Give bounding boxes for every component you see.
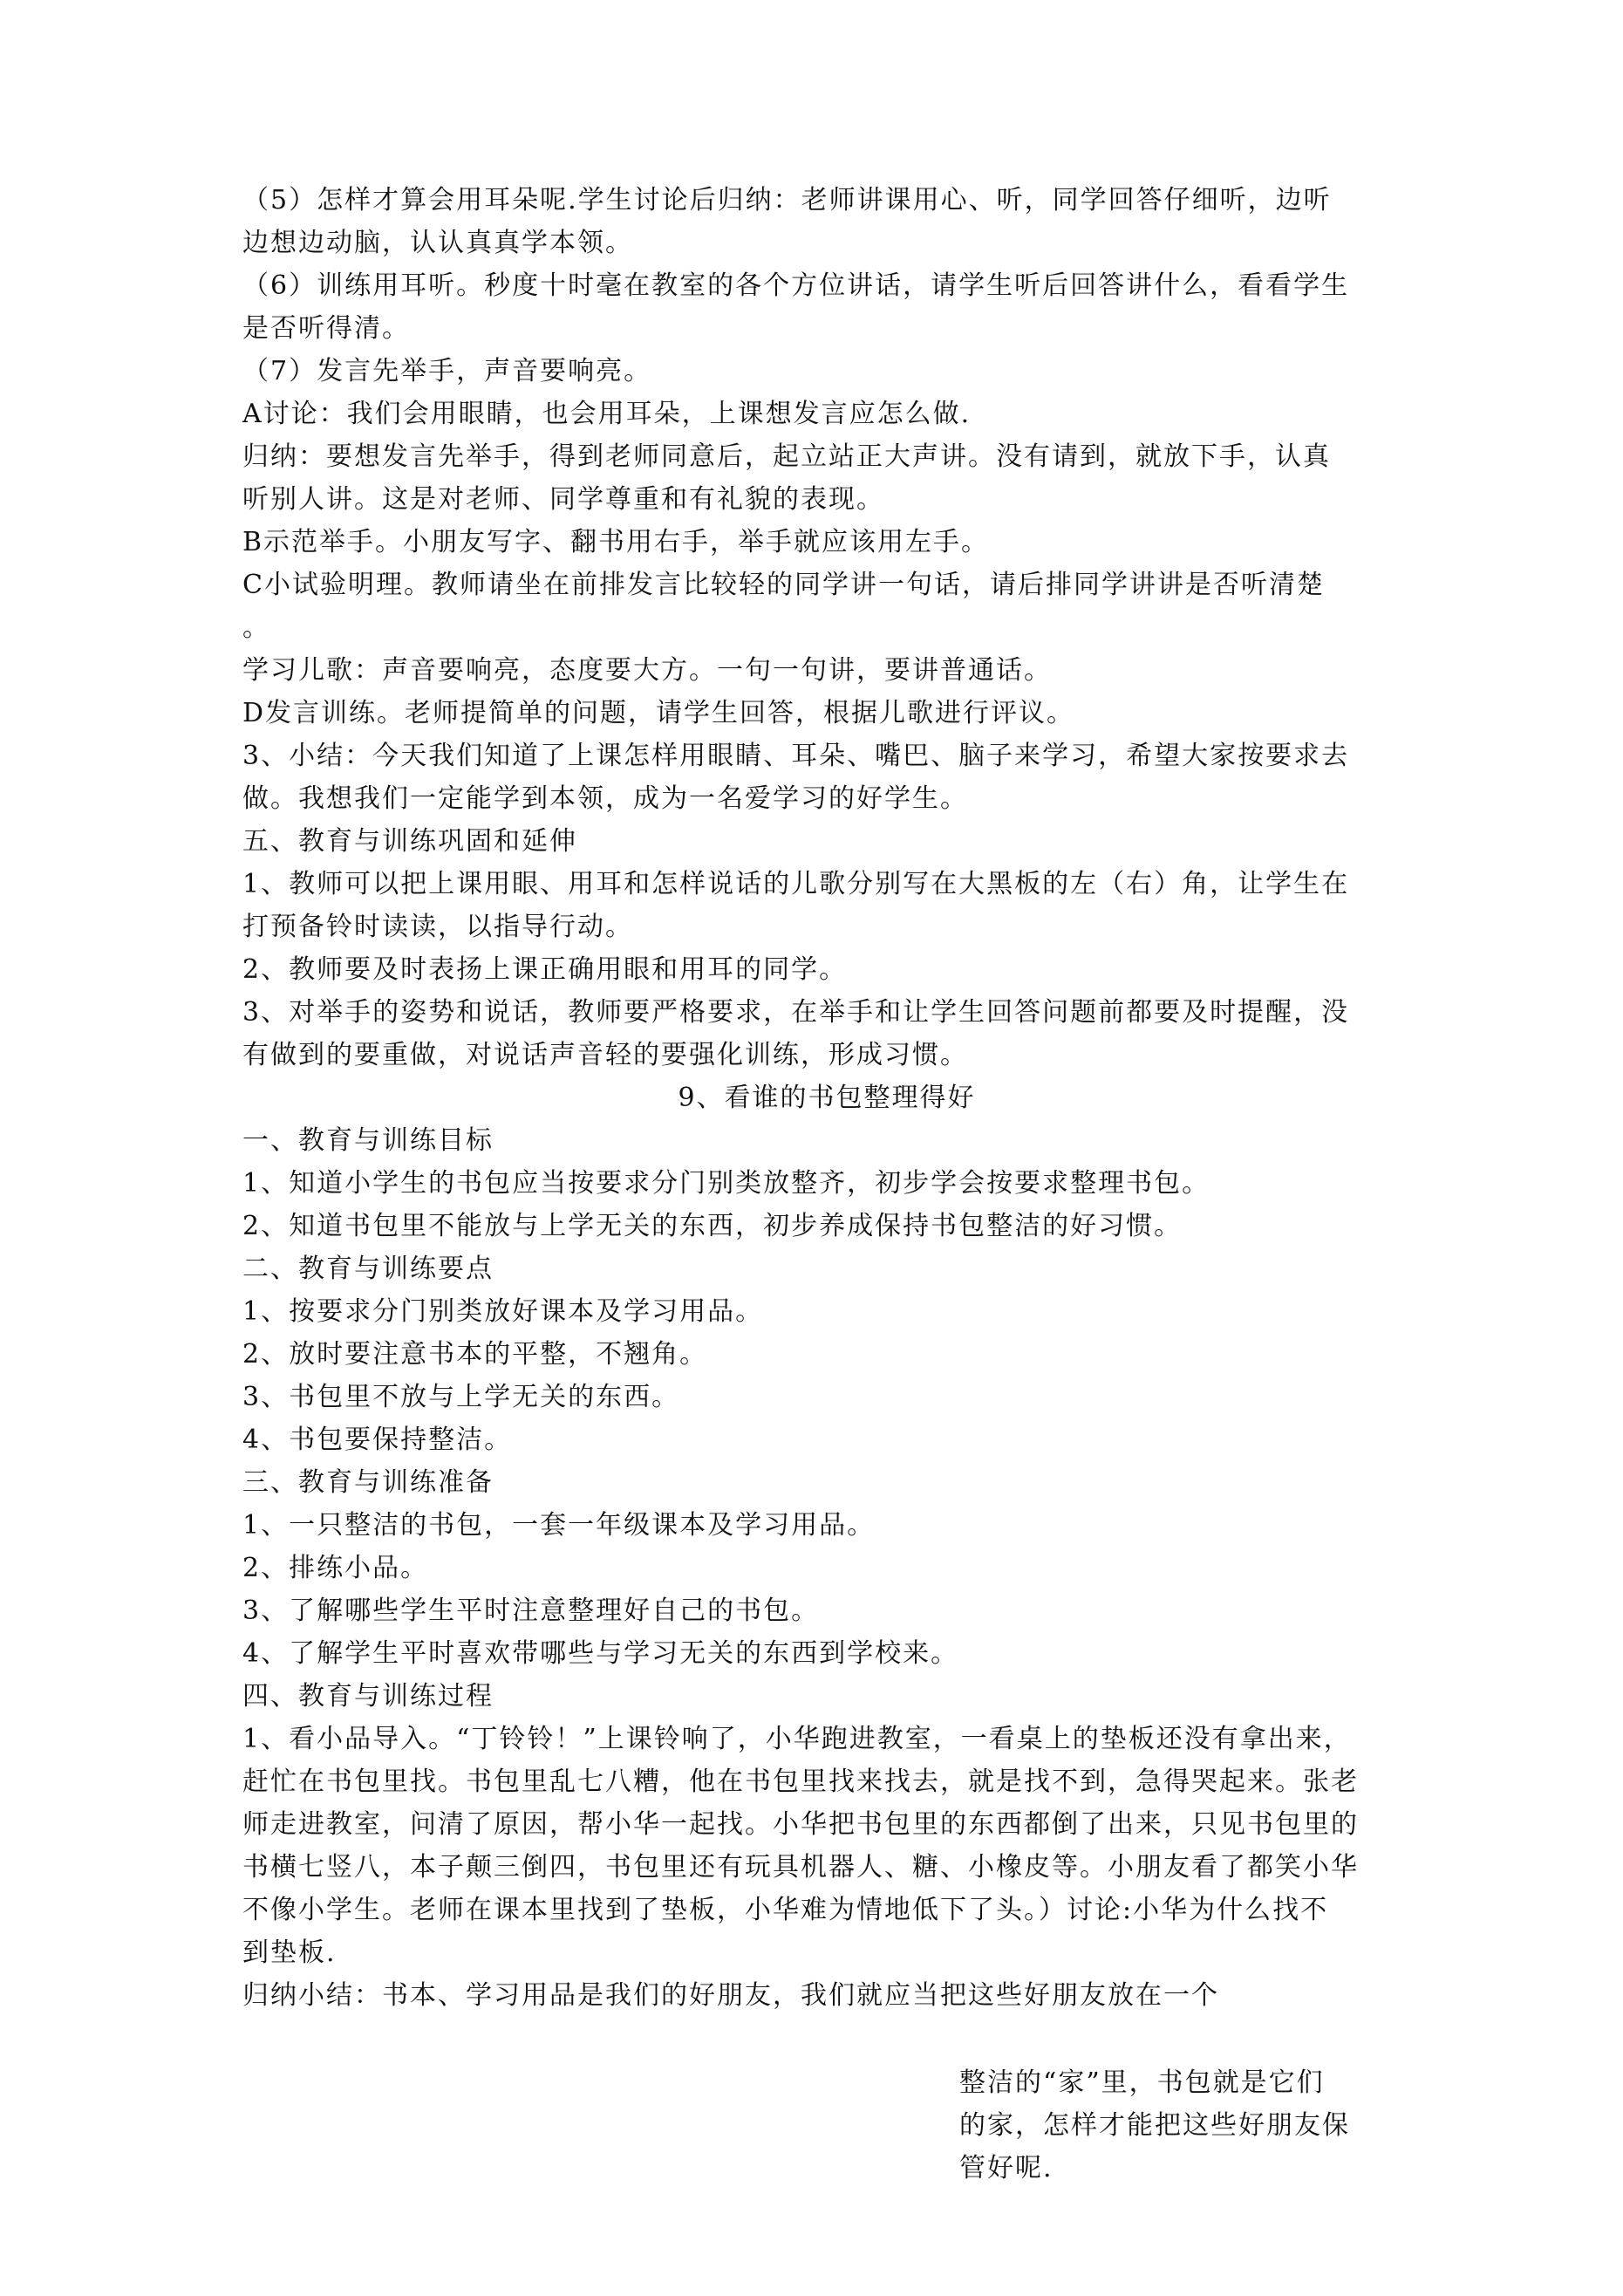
text-line: 2、放时要注意书本的平整，不翘角。 [242, 1339, 708, 1370]
text-line: （6）训练用耳听。秒度十时毫在教室的各个方位讲话，请学生听后回答讲什么，看看学生 [242, 270, 1350, 301]
section-title: 9、看谁的书包整理得好 [678, 1083, 976, 1113]
text-line: 二、教育与训练要点 [242, 1254, 494, 1284]
text-line: 归纳：要想发言先举手，得到老师同意后，起立站正大声讲。没有请到，就放下手，认真 [242, 441, 1331, 472]
text-line: （5）怎样才算会用耳朵呢.学生讨论后归纳：老师讲课用心、听，同学回答仔细听，边听 [242, 185, 1332, 215]
text-line: 2、排练小品。 [242, 1553, 429, 1583]
text-line: 是否听得清。 [242, 313, 410, 344]
text-line: 1、按要求分门别类放好课本及学习用品。 [242, 1296, 764, 1327]
text-line: 四、教育与训练过程 [242, 1681, 494, 1712]
tail-text-line: 整洁的“家”里，书包就是它们 [959, 2067, 1325, 2098]
text-line: 1、看小品导入。“丁铃铃！”上课铃响了，小华跑进教室，一看桌上的垫板还没有拿出来， [242, 1724, 1352, 1754]
tail-text-line: 的家，怎样才能把这些好朋友保 [959, 2110, 1350, 2141]
text-line: 3、小结：今天我们知道了上课怎样用眼睛、耳朵、嘴巴、脑子来学习，希望大家按要求去 [242, 741, 1350, 771]
text-line: 。 [242, 612, 270, 643]
text-line: 书横七竖八，本子颠三倒四，书包里还有玩具机器人、糖、小橡皮等。小朋友看了都笑小华 [242, 1852, 1359, 1883]
text-line: D发言训练。老师提简单的问题，请学生回答，根据儿歌进行评议。 [242, 698, 1075, 728]
text-line: 有做到的要重做，对说话声音轻的要强化训练，形成习惯。 [242, 1040, 968, 1070]
text-line: 五、教育与训练巩固和延伸 [242, 826, 577, 857]
text-line: 3、书包里不放与上学无关的东西。 [242, 1382, 680, 1412]
text-line: 听别人讲。这是对老师、同学尊重和有礼貌的表现。 [242, 484, 884, 515]
tail-text-line: 管好呢. [959, 2153, 1054, 2183]
text-line: 4、书包要保持整洁。 [242, 1425, 513, 1455]
text-line: 2、知道书包里不能放与上学无关的东西，初步养成保持书包整洁的好习惯。 [242, 1211, 1183, 1241]
text-line: 1、教师可以把上课用眼、用耳和怎样说话的儿歌分别写在大黑板的左（右）角，让学生在 [242, 869, 1350, 899]
text-line: 不像小学生。老师在课本里找到了垫板，小华难为情地低下了头。）讨论:小华为什么找不 [242, 1895, 1329, 1925]
text-line: （7）发言先举手，声音要响亮。 [242, 356, 652, 386]
text-line: 2、教师要及时表扬上课正确用眼和用耳的同学。 [242, 954, 848, 985]
document-body [242, 179, 1411, 2017]
text-line: 4、了解学生平时喜欢带哪些与学习无关的东西到学校来。 [242, 1638, 959, 1669]
text-line: 3、对举手的姿势和说话，教师要严格要求，在举手和让学生回答问题前都要及时提醒，没 [242, 997, 1350, 1028]
text-line: 归纳小结：书本、学习用品是我们的好朋友，我们就应当把这些好朋友放在一个 [242, 1980, 1219, 2011]
text-line: 1、知道小学生的书包应当按要求分门别类放整齐，初步学会按要求整理书包。 [242, 1168, 1210, 1199]
text-line: 师走进教室，问清了原因，帮小华一起找。小华把书包里的东西都倒了出来，只见书包里的 [242, 1809, 1359, 1840]
text-line: C小试验明理。教师请坐在前排发言比较轻的同学讲一句话，请后排同学讲讲是否听清楚 [242, 570, 1325, 600]
text-line: 一、教育与训练目标 [242, 1125, 494, 1156]
text-line: A讨论：我们会用眼睛，也会用耳朵，上课想发言应怎么做. [242, 399, 972, 429]
text-line: 打预备铃时读读，以指导行动。 [242, 912, 633, 942]
text-line: 学习儿歌：声音要响亮，态度要大方。一句一句讲，要讲普通话。 [242, 655, 1052, 686]
text-line: 边想边动脑，认认真真学本领。 [242, 228, 633, 258]
text-line: 3、了解哪些学生平时注意整理好自己的书包。 [242, 1596, 820, 1626]
text-line: B示范举手。小朋友写字、翻书用右手，举手就应该用左手。 [242, 527, 990, 557]
text-line: 做。我想我们一定能学到本领，成为一名爱学习的好学生。 [242, 783, 968, 814]
text-line: 三、教育与训练准备 [242, 1467, 494, 1498]
text-line: 赶忙在书包里找。书包里乱七八糟，他在书包里找来找去，就是找不到，急得哭起来。张老 [242, 1766, 1359, 1797]
text-line: 到垫板. [242, 1937, 337, 1968]
text-line: 1、一只整洁的书包，一套一年级课本及学习用品。 [242, 1510, 876, 1541]
document-tail-block [959, 2061, 1413, 2190]
